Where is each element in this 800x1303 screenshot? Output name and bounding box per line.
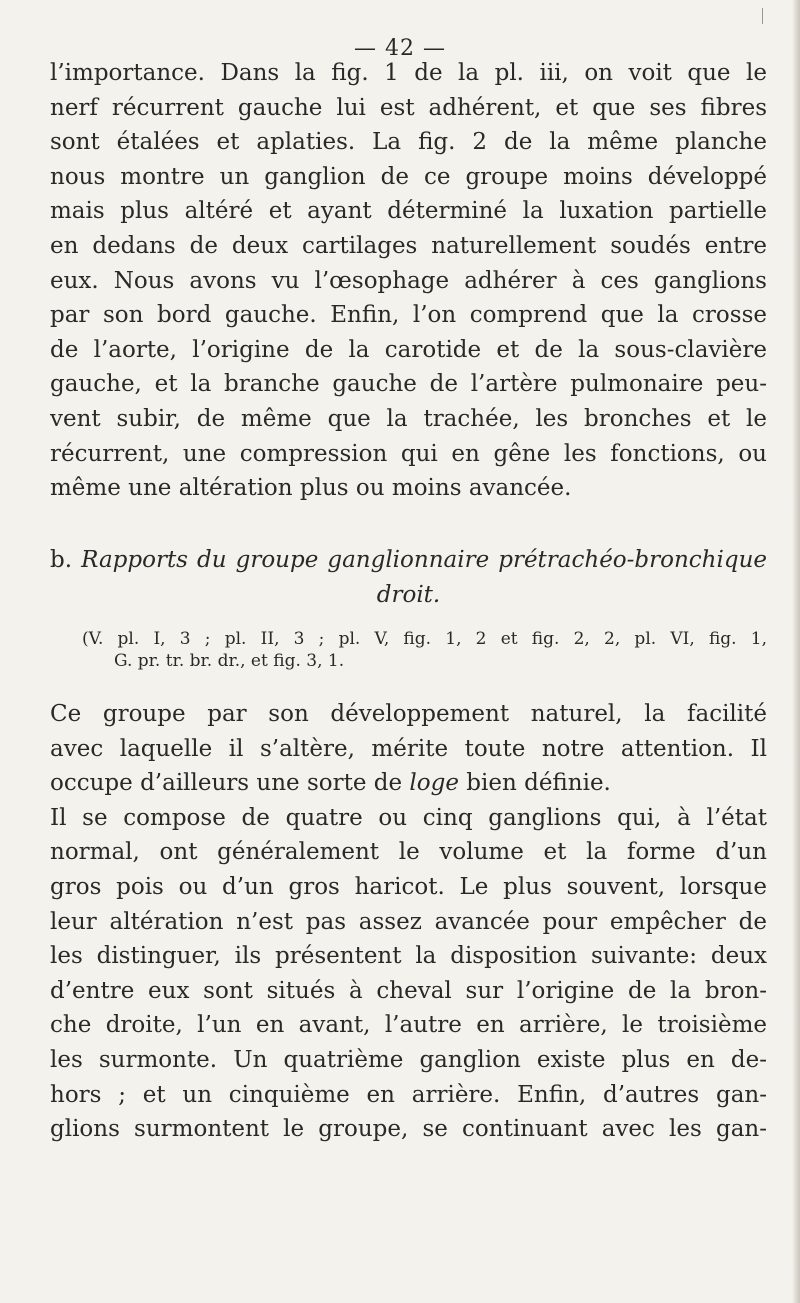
text-line: d’entre eux sont situés à cheval sur l’origine de la bron- <box>50 977 767 1004</box>
text-line: même une altération plus ou moins avancée. <box>50 475 572 502</box>
figure-references <box>50 628 767 672</box>
section-heading-line-1 <box>50 543 767 578</box>
paragraphs-2-3 <box>50 697 767 1147</box>
text-line: les distinguer, ils présentent la disposition suivante: deux <box>50 943 767 970</box>
references-line-1: (V. pl. I, 3 ; pl. II, 3 ; pl. V, fig. 1, 2 et fig. 2, 2, pl. VI, fig. 1, <box>82 629 767 649</box>
section-heading <box>50 543 767 612</box>
text-line: gros pois ou d’un gros haricot. Le plus souvent, lorsque <box>50 873 767 900</box>
section-title-part-2: droit. <box>376 581 441 608</box>
section-title-part-1: Rapports du groupe ganglionnaire prétrachéo-bronchique <box>81 547 768 573</box>
text-line: eux. Nous avons vu l’œsophage adhérer à ces ganglions <box>50 267 767 294</box>
text-line: récurrent, une compression qui en gêne les fonctions, ou <box>50 440 767 467</box>
text-fragment: bien définie. <box>458 770 611 797</box>
text-line: Il se compose de quatre ou cinq ganglions qui, à l’état <box>50 804 767 831</box>
text-line: Ce groupe par son développement naturel, la facilité <box>50 701 767 727</box>
text-line: mais plus altéré et ayant déterminé la luxation partielle <box>50 198 767 225</box>
text-line: glions surmontent le groupe, se continuant avec les gan- <box>50 1116 767 1143</box>
text-line: de l’aorte, l’origine de la carotide et de la sous-clavière <box>50 336 767 363</box>
margin-mark <box>762 8 763 24</box>
text-line: nerf récurrent gauche lui est adhérent, et que ses fibres <box>50 94 767 121</box>
italic-term-loge: loge <box>409 770 459 797</box>
text-line: par son bord gauche. Enfin, l’on comprend que la crosse <box>50 302 767 329</box>
section-letter: b. <box>50 547 73 573</box>
text-line: les surmonte. Un quatrième ganglion existe plus en de- <box>50 1046 767 1073</box>
paragraph-1 <box>50 56 767 506</box>
text-line: nous montre un ganglion de ce groupe moins développé <box>50 163 767 190</box>
text-line: hors ; et un cinquième en arrière. Enfin, d’autres gan- <box>50 1081 767 1108</box>
page-number: — 42 — <box>354 36 446 61</box>
page-edge-shadow <box>792 0 800 1303</box>
text-line: che droite, l’un en avant, l’autre en arrière, le troisième <box>50 1012 767 1039</box>
text-line: gauche, et la branche gauche de l’artère pulmonaire peu- <box>50 371 767 398</box>
section-heading-line-2 <box>50 578 767 613</box>
text-line: en dedans de deux cartilages naturellement soudés entre <box>50 232 767 259</box>
text-line <box>50 766 767 801</box>
text-line: sont étalées et aplaties. La fig. 2 de la même planche <box>50 129 767 156</box>
text-line: normal, ont généralement le volume et la forme d’un <box>50 839 767 866</box>
text-line: vent subir, de même que la trachée, les bronches et le <box>50 405 767 432</box>
references-line-2: G. pr. tr. br. dr., et fig. 3, 1. <box>114 651 345 671</box>
text-fragment: occupe d’ailleurs une sorte de <box>50 770 410 797</box>
text-line: avec laquelle il s’altère, mérite toute notre attention. Il <box>50 735 767 762</box>
text-line: leur altération n’est pas assez avancée pour empêcher de <box>50 908 767 935</box>
text-line: l’importance. Dans la fig. 1 de la pl. iii, on voit que le <box>50 60 767 86</box>
